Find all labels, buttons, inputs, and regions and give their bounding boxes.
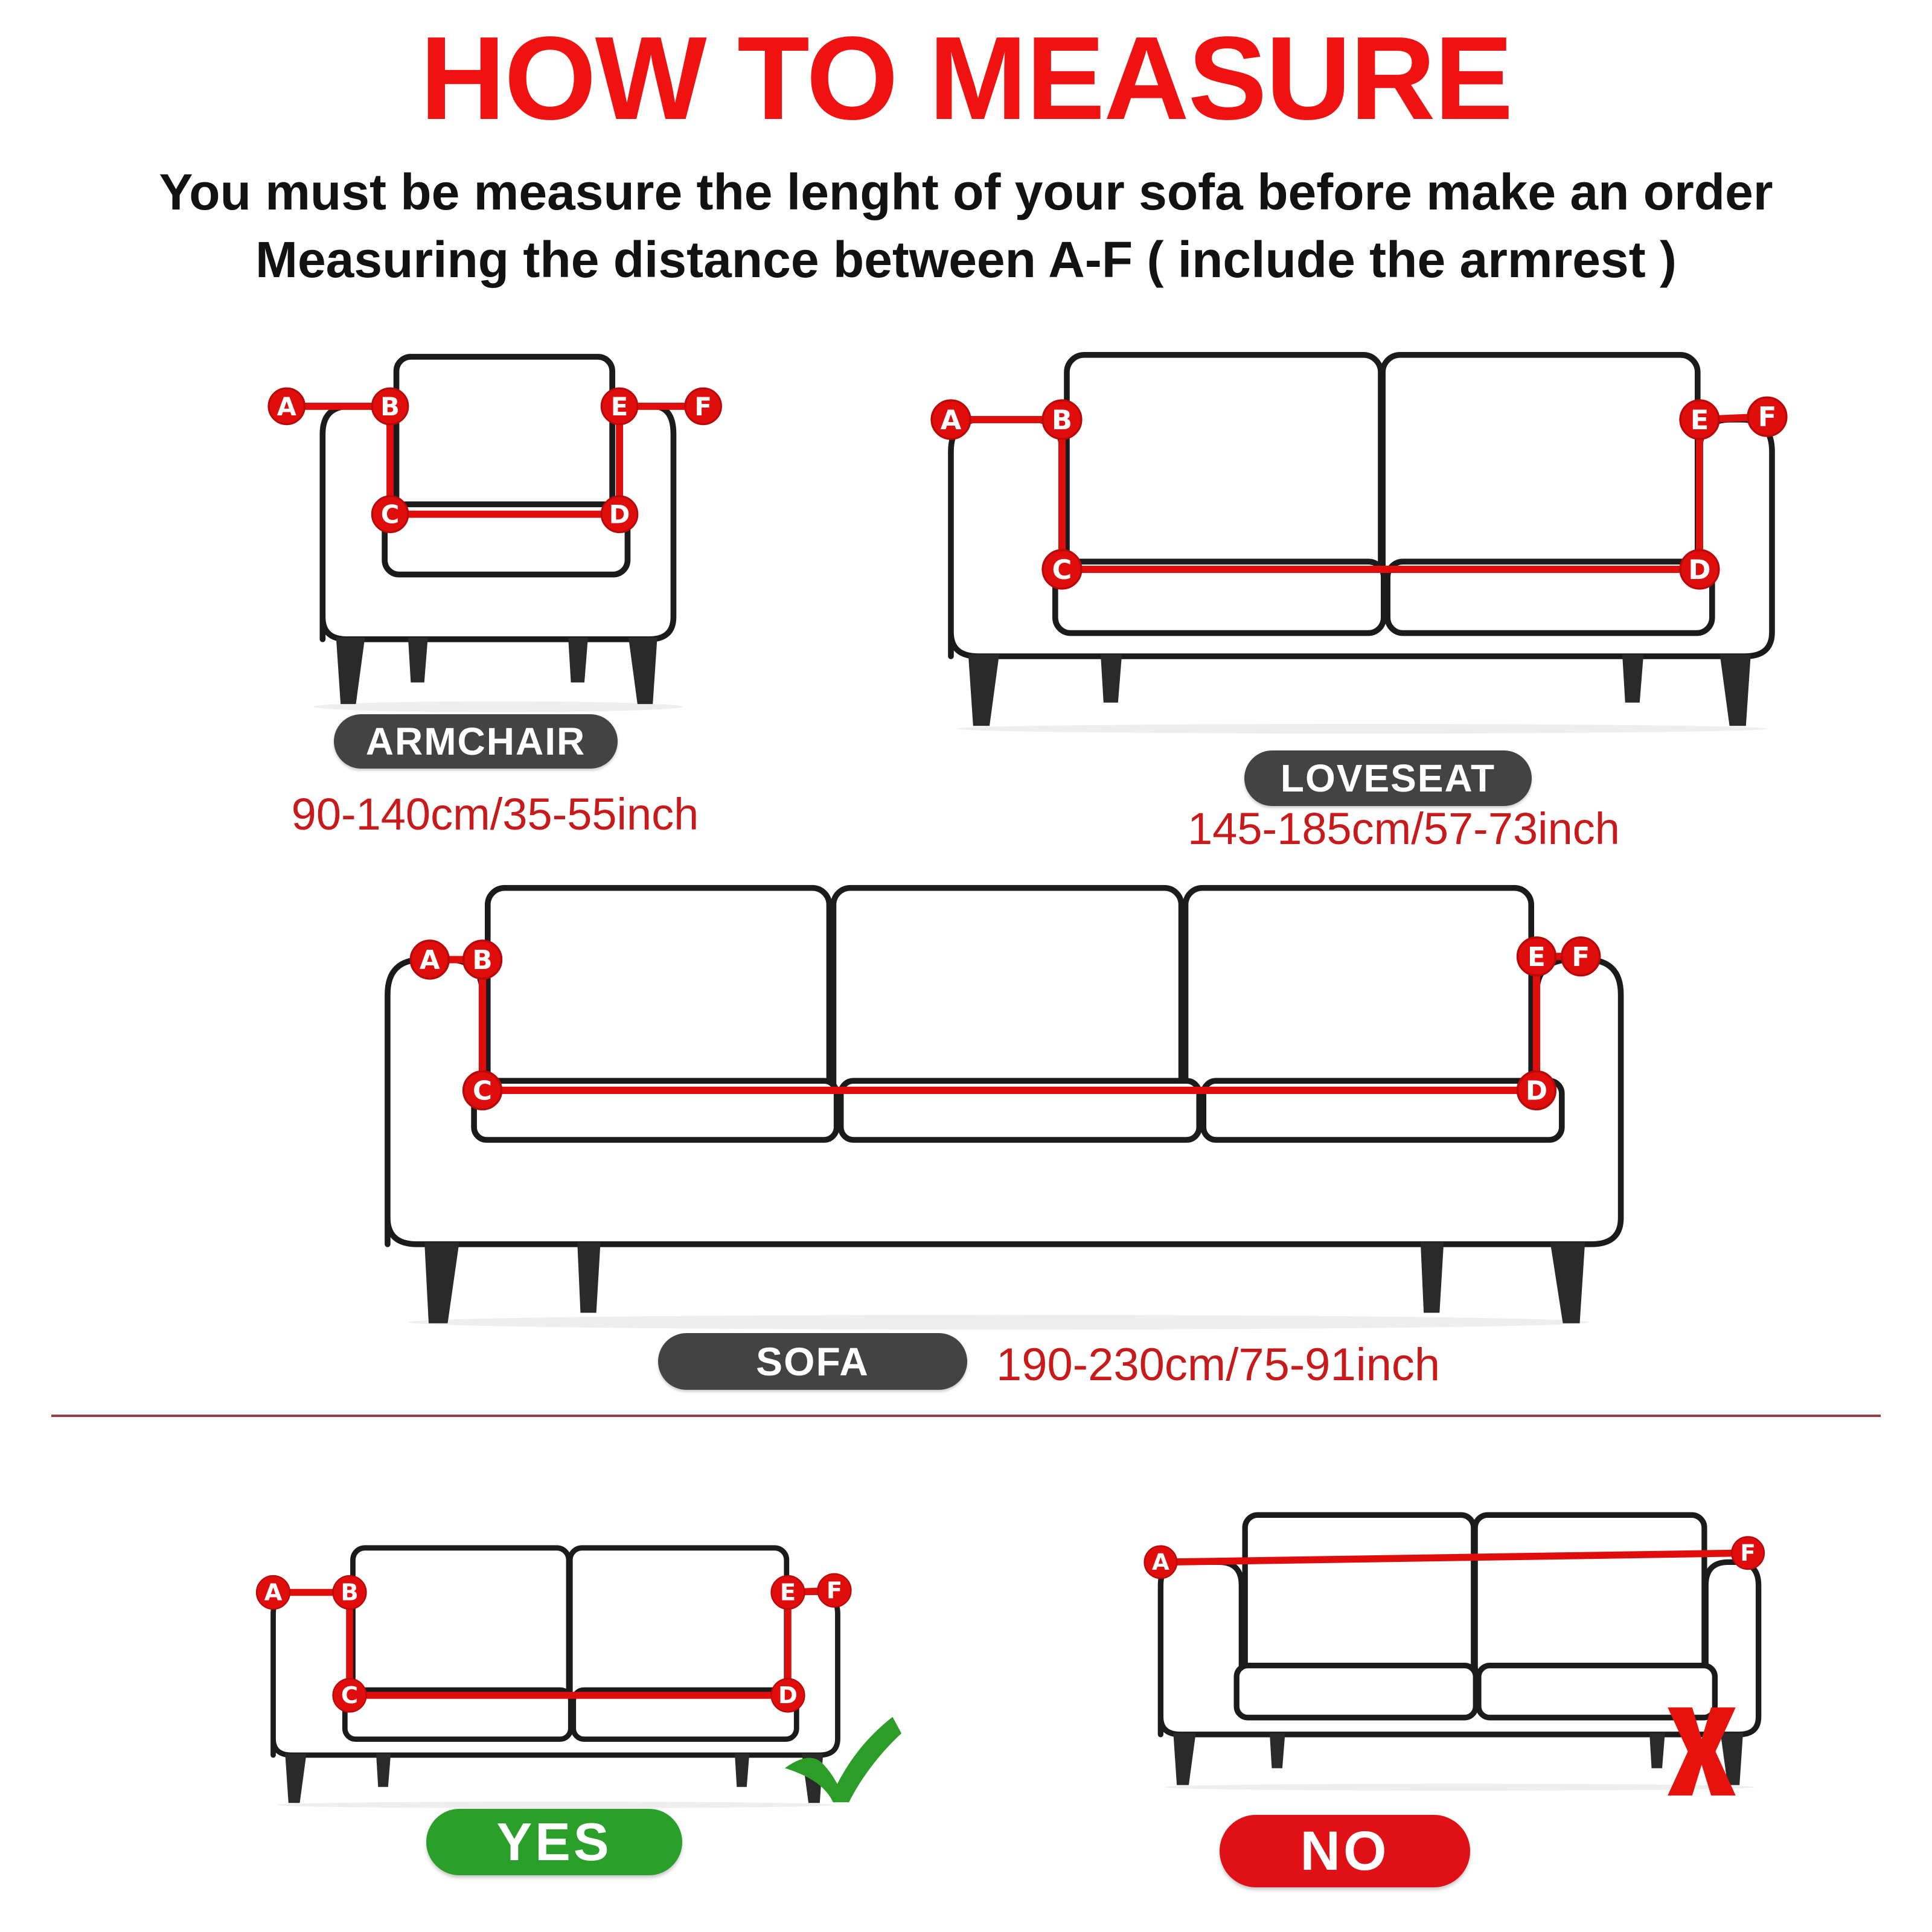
loveseat-back-cushion xyxy=(1067,355,1381,581)
sofa-back-cushion xyxy=(570,1548,787,1703)
sofa-diagram xyxy=(309,883,1710,1331)
marker-b-letter: B xyxy=(1051,404,1073,436)
sofa-leg xyxy=(577,1242,600,1313)
sofa-label: SOFA xyxy=(756,1339,869,1384)
page-title: HOW TO MEASURE xyxy=(420,12,1512,144)
loveseat-shadow xyxy=(956,724,1767,734)
marker-e-letter: E xyxy=(779,1579,796,1607)
no-label: NO xyxy=(1300,1820,1390,1882)
marker-d-letter: D xyxy=(609,499,630,529)
marker-c-letter: C xyxy=(380,499,400,529)
no-badge xyxy=(1220,1815,1470,1887)
sofa-back-cushion xyxy=(1475,1515,1704,1680)
marker-b-letter: B xyxy=(380,391,400,421)
loveseat-leg xyxy=(1622,654,1643,703)
marker-a-letter: A xyxy=(277,391,296,421)
sofa-back-cushion xyxy=(1186,888,1532,1099)
sofa-leg xyxy=(1270,1733,1285,1768)
sofa-leg xyxy=(424,1242,459,1323)
marker-b-letter: B xyxy=(472,945,493,976)
sofa-leg xyxy=(1649,1733,1665,1768)
armchair-leg xyxy=(629,638,657,704)
yes-label: YES xyxy=(496,1812,612,1872)
marker-e-letter: E xyxy=(610,391,629,421)
loveseat-leg xyxy=(1101,654,1122,703)
armchair-diagram xyxy=(260,353,718,713)
sofa-leg xyxy=(1550,1242,1585,1323)
loveseat-label: LOVESEAT xyxy=(1280,756,1496,800)
armchair-shadow xyxy=(313,702,682,712)
marker-a-letter: A xyxy=(264,1579,283,1607)
correct-sofa-shadow xyxy=(277,1802,834,1808)
sofa-back-cushion xyxy=(1245,1515,1474,1680)
armchair-label-pill xyxy=(334,714,618,769)
yes-badge xyxy=(426,1809,682,1875)
sofa-leg xyxy=(285,1754,306,1803)
marker-e-letter: E xyxy=(1690,404,1709,436)
marker-f-letter: F xyxy=(826,1577,843,1605)
armchair-leg xyxy=(336,638,365,704)
marker-c-letter: C xyxy=(473,1075,493,1107)
sofa-leg xyxy=(1421,1242,1444,1313)
loveseat-diagram xyxy=(878,347,1844,734)
armchair-leg xyxy=(568,638,588,683)
sofa-leg xyxy=(1173,1733,1195,1785)
sofa-back-cushion xyxy=(488,888,830,1099)
marker-d-letter: D xyxy=(1525,1075,1548,1107)
armchair-size-range: 90-140cm/35-55inch xyxy=(291,789,699,839)
x-icon xyxy=(1664,1707,1739,1796)
sofa-back-cushion xyxy=(833,888,1181,1099)
sofa-label-pill xyxy=(658,1333,967,1390)
marker-b-letter: B xyxy=(341,1579,359,1607)
sofa-leg xyxy=(376,1754,391,1787)
marker-a-letter: A xyxy=(940,404,962,436)
marker-c-letter: C xyxy=(341,1682,359,1710)
check-icon xyxy=(782,1713,903,1803)
marker-f-letter: F xyxy=(694,391,712,421)
marker-f-letter: F xyxy=(1740,1540,1756,1567)
sofa-size-range: 190-230cm/75-91inch xyxy=(996,1339,1441,1390)
section-divider xyxy=(51,1415,1881,1417)
sofa-leg xyxy=(735,1754,749,1787)
marker-a-letter: A xyxy=(419,945,440,976)
marker-c-letter: C xyxy=(1052,554,1072,586)
armchair-label: ARMCHAIR xyxy=(365,720,586,763)
marker-a-letter: A xyxy=(1151,1549,1169,1576)
marker-d-letter: D xyxy=(778,1682,798,1710)
loveseat-label-pill xyxy=(1244,750,1532,806)
loveseat-leg xyxy=(968,654,999,726)
sofa-seat-cushion xyxy=(1236,1666,1476,1718)
marker-e-letter: E xyxy=(1527,941,1546,973)
subtitle-line-1: You must be measure the lenght of your sofa before make an order xyxy=(159,164,1773,220)
loveseat-back-cushion xyxy=(1383,355,1698,581)
sofa-shadow xyxy=(409,1315,1589,1329)
marker-f-letter: F xyxy=(1758,401,1777,433)
loveseat-size-range: 145-185cm/57-73inch xyxy=(1188,804,1620,854)
armchair-leg xyxy=(408,638,428,683)
loveseat-leg xyxy=(1720,654,1751,726)
subtitle xyxy=(0,158,1932,293)
marker-f-letter: F xyxy=(1572,941,1590,973)
marker-d-letter: D xyxy=(1688,554,1711,586)
sofa-back-cushion xyxy=(353,1548,569,1703)
subtitle-line-2: Measuring the distance between A-F ( include the armrest ) xyxy=(255,231,1677,288)
